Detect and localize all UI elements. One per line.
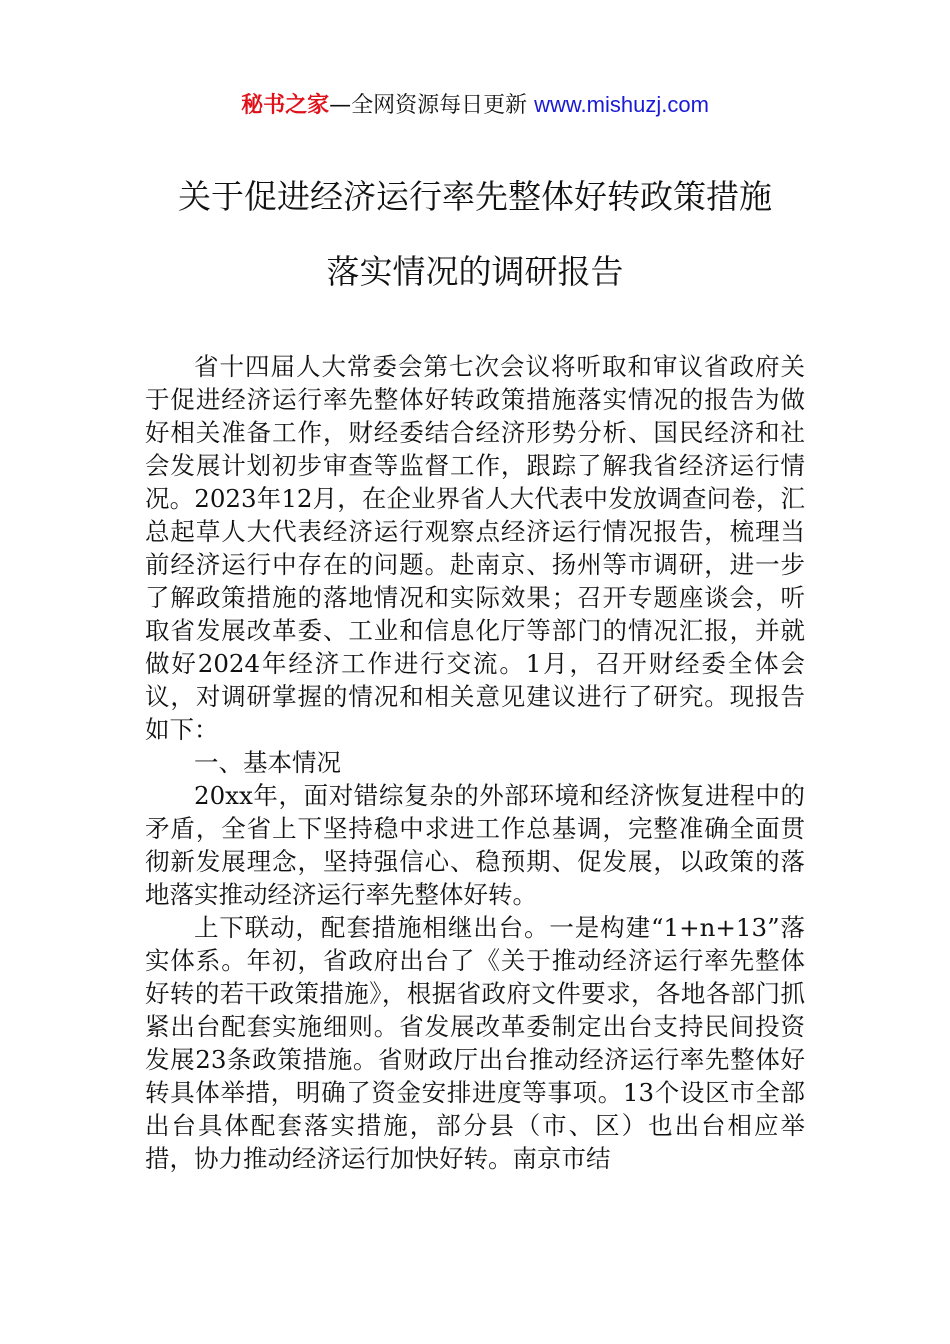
section-paragraph: 上下联动，配套措施相继出台。一是构建“1+n+13”落实体系。年初，省政府出台了《关于推动经济运行率先整体好转的若干政策措施》，根据省政府文件要求，各地各部门抓紧出台配套实施细则。省发展改革委制定出台支持民间投资发展23条政策措施。省财政厅出台推动经济运行率先整体好转具体举措，明确了资金安排进度等事项。13个设区市全部出台具体配套落实措施，部分县（市、区）也出台相应举措，协力推动经济运行加快好转。南京市结 [145, 913, 805, 1173]
site-url-link[interactable]: www.mishuzj.com [534, 92, 709, 117]
title-line-2: 落实情况的调研报告 [326, 252, 624, 291]
site-tagline: —全网资源每日更新 [329, 93, 528, 118]
document-title [0, 177, 950, 291]
site-brand: 秘书之家 [241, 93, 330, 118]
title-line-1: 关于促进经济运行率先整体好转政策措施 [178, 177, 772, 216]
intro-paragraph: 省十四届人大常委会第七次会议将听取和审议省政府关于促进经济运行率先整体好转政策措施落实情况的报告为做好相关准备工作，财经委结合经济形势分析、国民经济和社会发展计划初步审查等监督工作，跟踪了解我省经济运行情况。2023年12月，在企业界省人大代表中发放调查问卷，汇总起草人大代表经济运行观察点经济运行情况报告，梳理当前经济运行中存在的问题。赴南京、扬州等市调研，进一步了解政策措施的落地情况和实际效果；召开专题座谈会，听取省发展改革委、工业和信息化厅等部门的情况汇报，并就做好2024年经济工作进行交流。1月，召开财经委全体会议，对调研掌握的情况和相关意见建议进行了研究。现报告如下： [145, 352, 805, 744]
site-header [0, 88, 950, 123]
section-heading-basic: 一、基本情况 [194, 748, 341, 777]
section-paragraph: 20xx年，面对错综复杂的外部环境和经济恢复进程中的矛盾，全省上下坚持稳中求进工作总基调，完整准确全面贯彻新发展理念，坚持强信心、稳预期、促发展，以政策的落地落实推动经济运行率先整体好转。 [145, 781, 805, 909]
document-body [145, 350, 805, 1175]
